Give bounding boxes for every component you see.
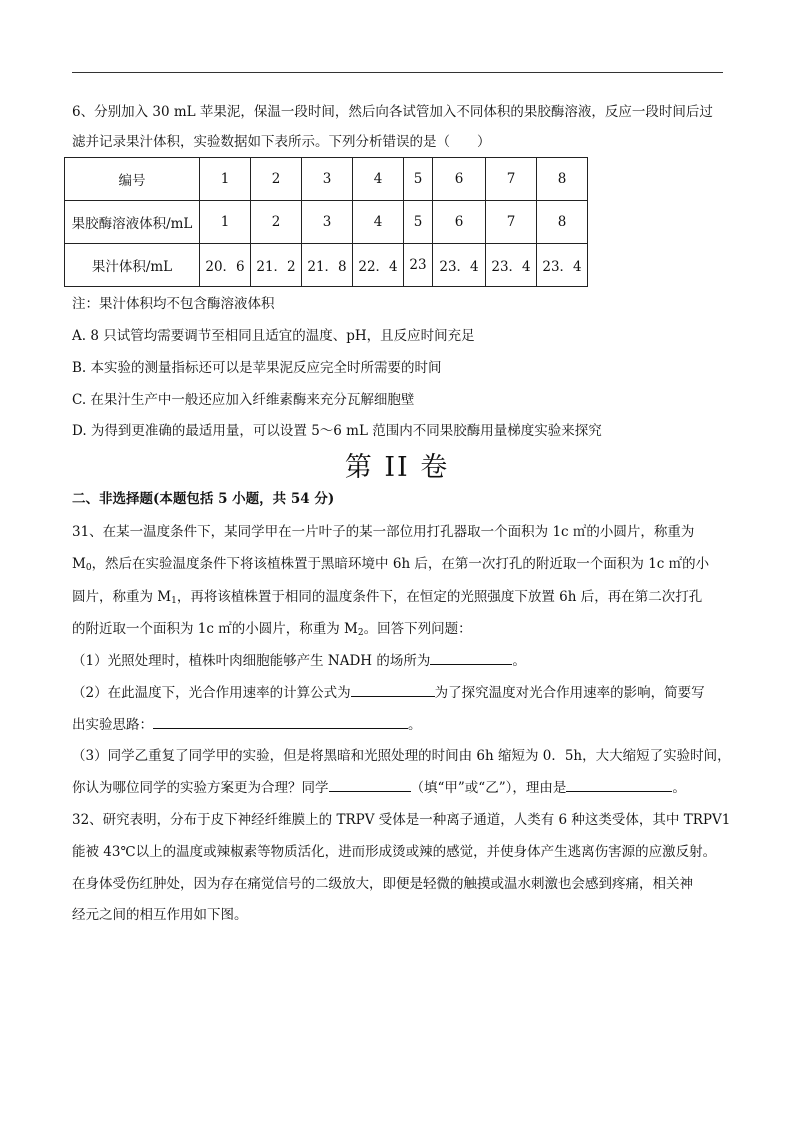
text: 圆片，称重为 M	[72, 589, 172, 605]
q31-line3	[72, 587, 724, 607]
answer-blank[interactable]	[329, 777, 411, 792]
text: （2）在此温度下，光合作用速率的计算公式为	[72, 685, 351, 701]
table-cell: 23	[404, 244, 433, 287]
q6-data-table	[64, 157, 588, 287]
table-cell: 1	[200, 201, 251, 244]
q31-part2-line2	[72, 714, 724, 735]
table-row	[65, 158, 588, 201]
text: 的附近取一个面积为 1c ㎡的小圆片，称重为 M	[72, 621, 358, 637]
q31-line1: 31、在某一温度条件下，某同学甲在一片叶子的某一部位用打孔器取一个面积为 1c ㎡的小圆片，称重为	[72, 524, 695, 540]
row-label: 编号	[65, 158, 200, 201]
q32-line3: 在身体受伤红肿处，因为存在痛觉信号的二级放大，即便是轻微的触摸或温水刺激也会感到疼痛，相关神	[72, 876, 693, 892]
text: 。	[408, 717, 422, 733]
table-cell: 21．8	[302, 244, 353, 287]
text: ，然后在实验温度条件下将该植株置于黑暗环境中 6h 后，在第一次打孔的附近取一个面积为 1c ㎡的小	[91, 556, 710, 572]
table-cell: 21．2	[251, 244, 302, 287]
q31-part3-line1: （3）同学乙重复了同学甲的实验，但是将黑暗和光照处理的时间由 6h 缩短为 0．5h，大大缩短了实验时间，	[72, 748, 731, 764]
table-cell: 6	[433, 158, 486, 201]
header-rule	[72, 72, 723, 73]
table-cell: 4	[353, 201, 404, 244]
text: 出实验思路：	[72, 717, 153, 733]
text: 。	[512, 653, 526, 669]
table-cell: 23．4	[537, 244, 588, 287]
answer-blank[interactable]	[430, 650, 512, 665]
text: 。回答下列问题：	[363, 621, 472, 637]
row-label: 果胶酶溶液体积/mL	[65, 201, 200, 244]
q6-stem-line2: 滤并记录果汁体积，实验数据如下表所示。下列分析错误的是（ ）	[72, 134, 491, 150]
table-cell: 2	[251, 201, 302, 244]
table-cell: 3	[302, 158, 353, 201]
table-cell: 2	[251, 158, 302, 201]
table-cell: 7	[486, 158, 537, 201]
answer-blank[interactable]	[153, 714, 408, 729]
q32-line1: 32、研究表明，分布于皮下神经纤维膜上的 TRPV 受体是一种离子通道，人类有 6 种这类受体，其中 TRPV1	[72, 812, 731, 828]
subscript: 0	[85, 563, 92, 573]
text: （填“甲”或“乙”），理由是	[410, 780, 567, 796]
table-cell: 5	[404, 201, 433, 244]
table-cell: 23．4	[433, 244, 486, 287]
table-cell: 5	[404, 158, 433, 201]
table-row	[65, 244, 588, 287]
subscript: 1	[171, 596, 177, 606]
var-m: M	[72, 556, 86, 572]
row-label: 果汁体积/mL	[65, 244, 200, 287]
q31-line4	[72, 619, 724, 639]
table-cell: 6	[433, 201, 486, 244]
q6-option-c: C. 在果汁生产中一般还应加入纤维素酶来充分瓦解细胞壁	[72, 392, 415, 408]
table-cell: 23．4	[486, 244, 537, 287]
table-row	[65, 201, 588, 244]
table-cell: 4	[353, 158, 404, 201]
q31-part1	[72, 650, 724, 671]
q31-part3-line2	[72, 777, 724, 798]
q31-line2	[72, 554, 724, 574]
table-cell: 8	[537, 201, 588, 244]
text: ，再将该植株置于相同的温度条件下，在恒定的光照强度下放置 6h 后，再在第二次打孔	[176, 589, 703, 605]
section-heading: 二、非选择题(本题包括 5 小题，共 54 分)	[72, 491, 335, 507]
table-cell: 3	[302, 201, 353, 244]
q6-stem-line1: 6、分别加入 30 mL 苹果泥，保温一段时间，然后向各试管加入不同体积的果胶酶溶液，反应一段时间后过	[72, 104, 713, 120]
volume-title: 第 II 卷	[344, 452, 450, 483]
text: 你认为哪位同学的实验方案更为合理？同学	[72, 780, 329, 796]
q6-option-b: B. 本实验的测量指标还可以是苹果泥反应完全时所需要的时间	[72, 360, 442, 376]
text: 。	[672, 780, 686, 796]
table-cell: 8	[537, 158, 588, 201]
answer-blank[interactable]	[566, 777, 672, 792]
q32-line4: 经元之间的相互作用如下图。	[72, 907, 248, 923]
answer-blank[interactable]	[351, 682, 435, 697]
table-cell: 22．4	[353, 244, 404, 287]
table-cell: 1	[200, 158, 251, 201]
q6-option-d: D. 为得到更准确的最适用量，可以设置 5～6 mL 范围内不同果胶酶用量梯度实验来探究	[72, 423, 602, 439]
q6-option-a: A. 8 只试管均需要调节至相同且适宜的温度、pH，且反应时间充足	[72, 328, 475, 344]
q32-line2: 能被 43℃以上的温度或辣椒素等物质活化，进而形成烫或辣的感觉，并使身体产生逃离伤害源的应激反射。	[72, 844, 717, 860]
subscript: 2	[357, 628, 364, 638]
q31-part2-line1	[72, 682, 724, 703]
table-cell: 7	[486, 201, 537, 244]
table-cell: 20．6	[200, 244, 251, 287]
text: 为了探究温度对光合作用速率的影响，简要写	[434, 685, 705, 701]
text: （1）光照处理时，植株叶肉细胞能够产生 NADH 的场所为	[72, 653, 431, 669]
q6-note: 注：果汁体积均不包含酶溶液体积	[72, 296, 275, 312]
